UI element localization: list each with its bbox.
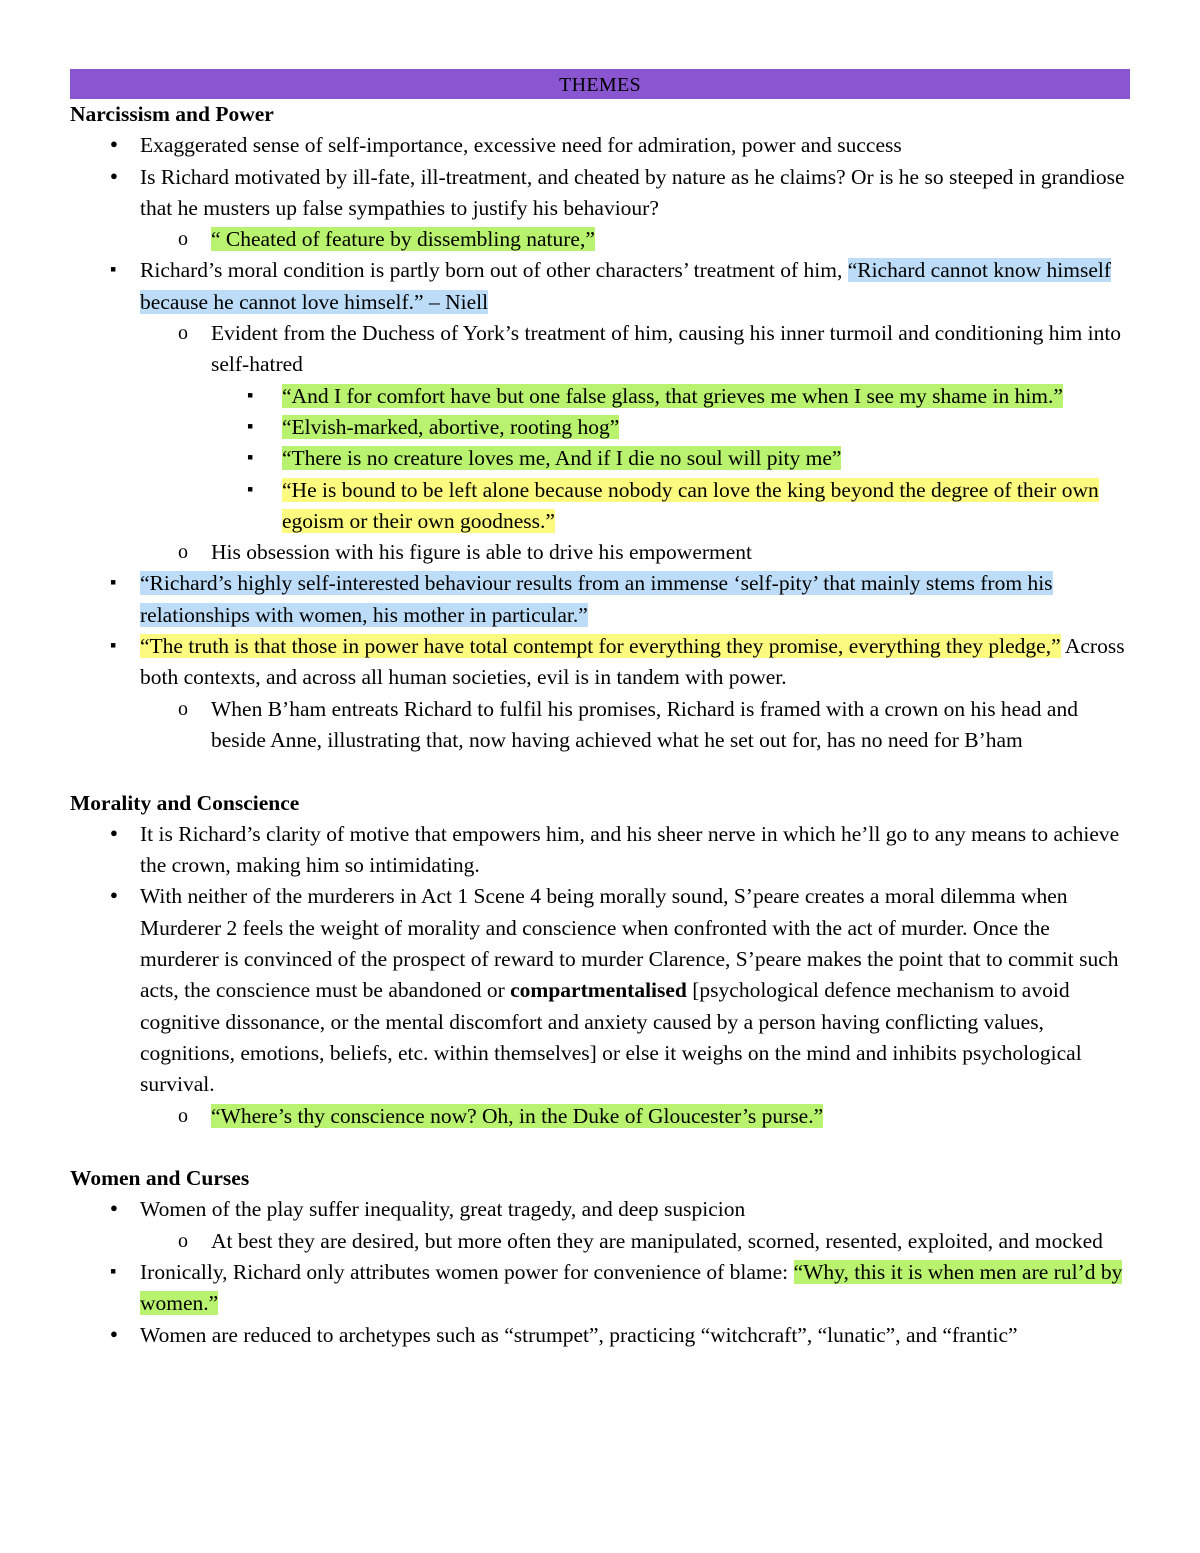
bullet-square-icon — [110, 255, 116, 286]
list-item: o When B’ham entreats Richard to fulfil his promises, Richard is framed with a crown on his head and beside Anne, illustrating that, now having achieved what he set out for, has no need for B’ham — [70, 694, 1130, 757]
bullet-dot-icon — [110, 1194, 118, 1226]
quote-highlight-yellow: “The truth is that those in power have total contempt for everything they promise, everything they pledge,” — [140, 634, 1061, 659]
list-item: ▪ Ironically, Richard only attributes women power for convenience of blame: “Why, this it is when men are rul’d by women.” — [70, 1257, 1130, 1320]
bullet-list — [70, 130, 1130, 756]
quote-highlight: “There is no creature loves me, And if I die no soul will pity me” — [282, 446, 842, 471]
bullet-circle-icon — [178, 1101, 188, 1132]
list-item — [70, 412, 1130, 443]
quote-highlight: “And I for comfort have but one false glass, that grieves me when I see my shame in him.” — [282, 383, 1063, 408]
list-item: o At best they are desired, but more often they are manipulated, scorned, resented, exploited, and mocked — [70, 1226, 1130, 1257]
bullet-dot-icon — [110, 1320, 118, 1352]
bullet-square-icon — [110, 1257, 116, 1288]
list-item: o Evident from the Duchess of York’s treatment of him, causing his inner turmoil and conditioning him into self-hatred — [70, 318, 1130, 381]
bullet-list — [70, 1194, 1130, 1350]
bullet-circle-icon — [178, 318, 188, 349]
list-item — [70, 443, 1130, 474]
list-item: ● Women are reduced to archetypes such as “strumpet”, practicing “witchcraft”, “lunatic”, and “frantic” — [70, 1320, 1130, 1351]
list-item — [70, 1101, 1130, 1132]
list-item — [70, 568, 1130, 631]
section-women-curses — [70, 1163, 1130, 1351]
list-item: ● Women of the play suffer inequality, great tragedy, and deep suspicion — [70, 1194, 1130, 1225]
bullet-square-icon — [247, 475, 253, 506]
bullet-square-icon — [247, 381, 253, 412]
quote-highlight: “Where’s thy conscience now? Oh, in the Duke of Gloucester’s purse.” — [211, 1103, 824, 1128]
bullet-square-icon — [110, 631, 116, 662]
quote-highlight: “Why, this it is when men are rul’d by women.” — [140, 1259, 1123, 1316]
list-item: o His obsession with his figure is able to drive his empowerment — [70, 537, 1130, 568]
list-item — [70, 381, 1130, 412]
section-heading: Morality and Conscience — [70, 790, 300, 815]
bullet-circle-icon — [178, 224, 188, 255]
bullet-square-icon — [247, 412, 253, 443]
spacer — [70, 1132, 1130, 1163]
bullet-dot-icon — [110, 819, 118, 851]
themes-banner: THEMES — [70, 69, 1130, 99]
bullet-dot-icon — [110, 130, 118, 162]
section-heading: Women and Curses — [70, 1166, 250, 1191]
bullet-circle-icon — [178, 694, 188, 725]
list-item: ▪ Richard’s moral condition is partly born out of other characters’ treatment of him, “Richard cannot know himself because he cannot love himself.” – Niell — [70, 255, 1130, 318]
bullet-circle-icon — [178, 1226, 188, 1257]
bullet-dot-icon — [110, 162, 118, 194]
list-item: ● Exaggerated sense of self-importance, excessive need for admiration, power and success — [70, 130, 1130, 161]
bullet-square-icon — [110, 568, 116, 599]
list-item: ▪ “The truth is that those in power have total contempt for everything they promise, everything they pledge,” Across both contexts, and across all human societies, evil is in tandem with power. — [70, 631, 1130, 694]
list-item: ● With neither of the murderers in Act 1 Scene 4 being morally sound, S’peare creates a moral dilemma when Murderer 2 feels the weight of morality and conscience when confronted with the act of murder. Once the murderer is convinced of the prospect of reward to murder Clarence, S’peare makes the point that to commit such acts, the conscience must be abandoned or compartmentalised [psychological defence mechanism to avoid cognitive dissonance, or the mental discomfort and anxiety caused by a person having conflicting values, cognitions, emotions, beliefs, etc. within themselves] or else it weighs on the mind and inhibits psychological survival. — [70, 881, 1130, 1100]
section-narcissism-power — [70, 99, 1130, 756]
section-morality-conscience — [70, 788, 1130, 1132]
document-page — [70, 69, 1130, 1351]
list-item: ● Is Richard motivated by ill-fate, ill-treatment, and cheated by nature as he claims? Or is he so steeped in grandiose that he musters up false sympathies to justify his behaviour? — [70, 162, 1130, 225]
critic-quote-highlight: “Richard’s highly self-interested behaviour results from an immense ‘self-pity’ that mainly stems from his relationships with women, his mother in particular.” — [140, 571, 1053, 627]
quote-highlight: “Elvish-marked, abortive, rooting hog” — [282, 414, 620, 439]
spacer — [70, 756, 1130, 787]
list-item — [70, 475, 1130, 538]
list-item — [70, 224, 1130, 255]
quote-highlight: “ Cheated of feature by dissembling nature,” — [211, 227, 595, 252]
section-heading: Narcissism and Power — [70, 102, 274, 126]
quote-highlight-yellow: “He is bound to be left alone because nobody can love the king beyond the degree of their own egoism or their own goodness.” — [282, 477, 1099, 533]
bullet-circle-icon — [178, 537, 188, 568]
bold-term: compartmentalised — [510, 978, 687, 1003]
bullet-list — [70, 819, 1130, 1132]
critic-quote-highlight: “Richard cannot know himself because he cannot love himself.” – Niell — [140, 258, 1112, 314]
bullet-dot-icon — [110, 881, 118, 913]
bullet-square-icon — [247, 443, 253, 474]
list-item: ● It is Richard’s clarity of motive that empowers him, and his sheer nerve in which he’ll go to any means to achieve the crown, making him so intimidating. — [70, 819, 1130, 882]
